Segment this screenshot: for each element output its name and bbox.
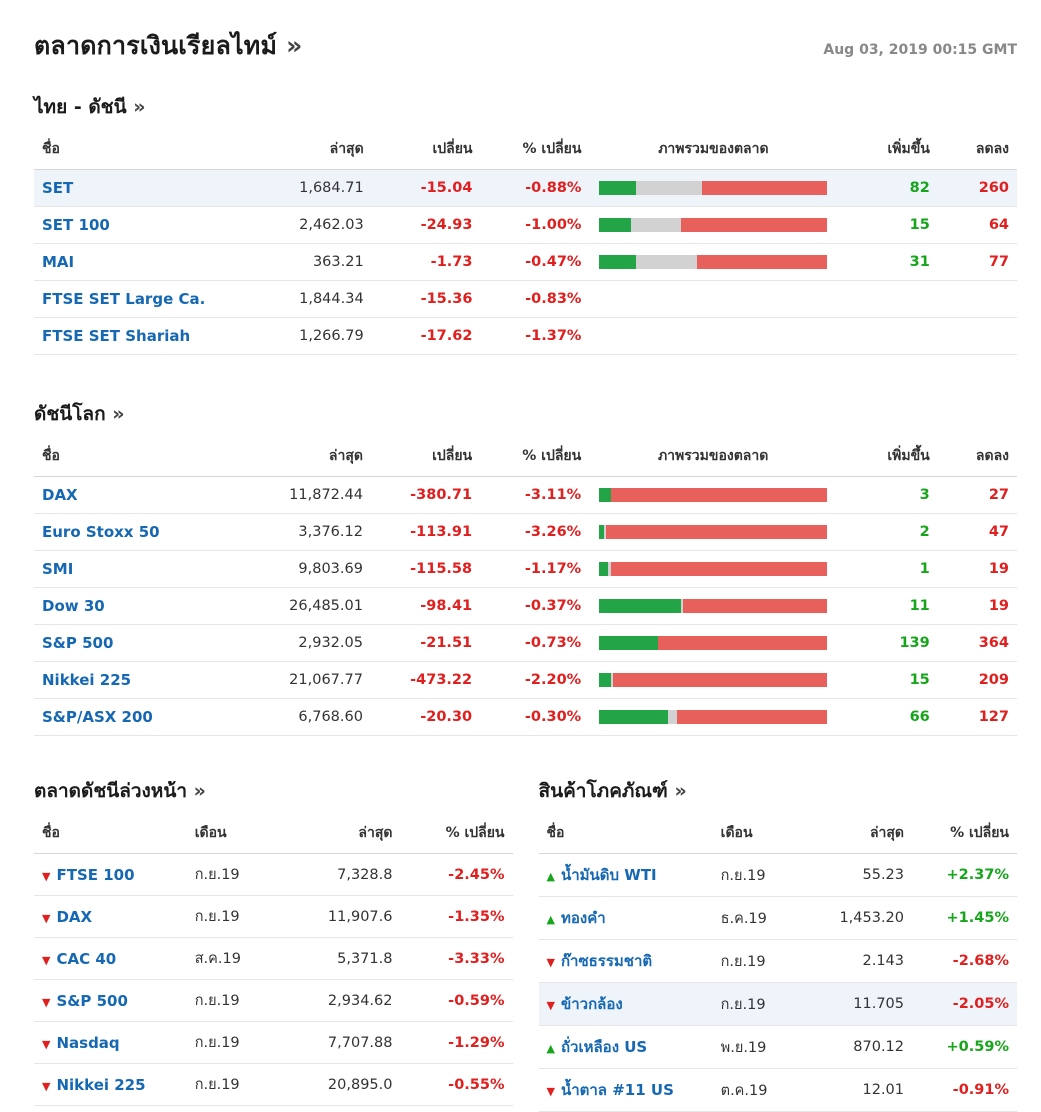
arrow-down-icon: ▼ xyxy=(42,995,51,1009)
bar-segment-advancing xyxy=(599,673,610,687)
arrow-down-icon: ▼ xyxy=(42,869,51,883)
market-overview-bar xyxy=(599,599,827,613)
future-link[interactable]: FTSE 100 xyxy=(56,865,135,884)
col-last: ล่าสุด xyxy=(807,816,912,854)
cell-pct: +1.45% xyxy=(912,897,1017,940)
cell-name xyxy=(34,938,187,980)
cell-advancing xyxy=(829,281,938,318)
bar-segment-declining xyxy=(658,636,827,650)
cell-pct: -2.05% xyxy=(912,983,1017,1026)
table-row xyxy=(539,897,1018,940)
col-name: ชื่อ xyxy=(34,816,187,854)
cell-market-overview xyxy=(589,514,829,551)
col-overview: ภาพรวมของตลาด xyxy=(589,439,829,477)
table-header-row xyxy=(34,439,1017,477)
futures-title xyxy=(34,776,513,806)
market-overview-bar xyxy=(599,488,827,502)
cell-name xyxy=(539,854,713,897)
cell-month: ก.ย.19 xyxy=(187,854,289,896)
cell-last: 7,707.88 xyxy=(289,1022,401,1064)
arrow-down-icon: ▼ xyxy=(42,1079,51,1093)
cell-name xyxy=(34,514,242,551)
cell-month: พ.ย.19 xyxy=(713,1026,807,1069)
cell-name xyxy=(34,207,243,244)
futures-section xyxy=(34,776,513,1112)
cell-market-overview xyxy=(589,244,829,281)
bar-segment-declining xyxy=(697,255,827,269)
cell-change: -15.36 xyxy=(372,281,481,318)
arrow-up-icon: ▲ xyxy=(546,1042,555,1055)
index-link[interactable]: Dow 30 xyxy=(42,597,105,615)
cell-advancing: 139 xyxy=(829,625,938,662)
cell-month: ก.ย.19 xyxy=(713,983,807,1026)
cell-change: -21.51 xyxy=(371,625,480,662)
cell-market-overview xyxy=(589,625,829,662)
cell-market-overview xyxy=(589,170,829,207)
cell-last: 21,067.77 xyxy=(242,662,371,699)
cell-name xyxy=(539,897,713,940)
cell-name xyxy=(34,551,242,588)
cell-pct: -1.29% xyxy=(400,1022,512,1064)
cell-last: 11,907.6 xyxy=(289,896,401,938)
market-overview-bar xyxy=(599,636,827,650)
world-indices-title xyxy=(34,399,1017,429)
col-change: เปลี่ยน xyxy=(372,132,481,170)
arrow-down-icon: ▼ xyxy=(546,999,555,1012)
cell-advancing: 3 xyxy=(829,477,938,514)
table-row xyxy=(34,1064,513,1106)
cell-last: 2,932.05 xyxy=(242,625,371,662)
table-row xyxy=(34,625,1017,662)
col-name: ชื่อ xyxy=(539,816,713,854)
index-link[interactable]: Euro Stoxx 50 xyxy=(42,523,160,541)
table-row xyxy=(34,854,513,896)
future-link[interactable]: S&P 500 xyxy=(56,991,128,1010)
cell-pct: +2.37% xyxy=(912,854,1017,897)
cell-pct: -3.26% xyxy=(480,514,589,551)
cell-pct: -0.59% xyxy=(400,980,512,1022)
cell-pct: -0.55% xyxy=(400,1064,512,1106)
index-link[interactable]: FTSE SET Shariah xyxy=(42,327,191,345)
cell-declining: 77 xyxy=(938,244,1017,281)
table-row xyxy=(539,854,1018,897)
futures-title-text: ตลาดดัชนีล่วงหน้า xyxy=(34,780,187,802)
cell-declining xyxy=(938,318,1017,355)
cell-last: 2.143 xyxy=(807,940,912,983)
cell-month: ก.ย.19 xyxy=(187,1022,289,1064)
cell-pct: -2.45% xyxy=(400,854,512,896)
commodity-link[interactable]: น้ำมันดิบ WTI xyxy=(560,866,657,884)
cell-pct: -2.68% xyxy=(912,940,1017,983)
cell-advancing: 15 xyxy=(829,207,938,244)
cell-advancing: 11 xyxy=(829,588,938,625)
cell-last: 3,376.12 xyxy=(242,514,371,551)
bar-segment-declining xyxy=(702,181,827,195)
col-name: ชื่อ xyxy=(34,132,243,170)
future-link[interactable]: CAC 40 xyxy=(56,949,117,968)
cell-pct: -2.20% xyxy=(480,662,589,699)
cell-advancing: 1 xyxy=(829,551,938,588)
col-month: เดือน xyxy=(713,816,807,854)
col-pct: % เปลี่ยน xyxy=(912,816,1017,854)
market-overview-bar xyxy=(599,710,827,724)
table-row xyxy=(34,318,1017,355)
cell-declining: 47 xyxy=(938,514,1017,551)
page-header xyxy=(34,26,1017,66)
table-header-row xyxy=(539,816,1018,854)
bar-segment-unchanged xyxy=(636,255,698,269)
cell-last: 26,485.01 xyxy=(242,588,371,625)
arrow-down-icon: ▼ xyxy=(42,911,51,925)
world-indices-table xyxy=(34,439,1017,736)
cell-pct: -0.47% xyxy=(480,244,589,281)
col-pct: % เปลี่ยน xyxy=(400,816,512,854)
cell-last: 2,934.62 xyxy=(289,980,401,1022)
cell-name xyxy=(34,625,242,662)
commodity-link[interactable]: ถั่วเหลือง US xyxy=(560,1038,648,1056)
cell-last: 870.12 xyxy=(807,1026,912,1069)
table-header-row xyxy=(34,816,513,854)
bar-segment-declining xyxy=(606,525,827,539)
index-link[interactable]: DAX xyxy=(42,486,78,504)
cell-market-overview xyxy=(589,318,829,355)
cell-name xyxy=(34,1022,187,1064)
cell-last: 12.01 xyxy=(807,1069,912,1112)
cell-pct: +0.59% xyxy=(912,1026,1017,1069)
bar-segment-advancing xyxy=(599,636,658,650)
commodity-link[interactable]: น้ำตาล #11 US xyxy=(560,1081,674,1099)
cell-name xyxy=(34,699,242,736)
bar-segment-declining xyxy=(677,710,827,724)
cell-market-overview xyxy=(589,281,829,318)
cell-name xyxy=(34,1064,187,1106)
cell-last: 363.21 xyxy=(243,244,372,281)
cell-advancing: 66 xyxy=(829,699,938,736)
index-link[interactable]: S&P 500 xyxy=(42,634,114,652)
col-overview: ภาพรวมของตลาด xyxy=(589,132,829,170)
cell-last: 11.705 xyxy=(807,983,912,1026)
col-last: ล่าสุด xyxy=(289,816,401,854)
cell-last: 6,768.60 xyxy=(242,699,371,736)
cell-last: 1,453.20 xyxy=(807,897,912,940)
cell-pct: -1.17% xyxy=(480,551,589,588)
table-row xyxy=(539,983,1018,1026)
arrow-down-icon: ▼ xyxy=(42,1037,51,1051)
cell-change: -113.91 xyxy=(371,514,480,551)
col-declining: ลดลง xyxy=(938,439,1017,477)
bar-segment-declining xyxy=(683,599,827,613)
cell-market-overview xyxy=(589,588,829,625)
cell-month: ธ.ค.19 xyxy=(713,897,807,940)
cell-name xyxy=(539,940,713,983)
cell-change: -1.73 xyxy=(372,244,481,281)
bar-segment-unchanged xyxy=(668,710,677,724)
cell-last: 1,266.79 xyxy=(243,318,372,355)
table-row xyxy=(34,207,1017,244)
index-link[interactable]: SET 100 xyxy=(42,216,110,234)
cell-market-overview xyxy=(589,662,829,699)
col-declining: ลดลง xyxy=(938,132,1017,170)
cell-declining xyxy=(938,281,1017,318)
cell-name xyxy=(539,1069,713,1112)
index-link[interactable]: SMI xyxy=(42,560,74,578)
cell-last: 55.23 xyxy=(807,854,912,897)
cell-advancing: 2 xyxy=(829,514,938,551)
table-row xyxy=(34,1022,513,1064)
cell-declining: 19 xyxy=(938,551,1017,588)
commodity-link[interactable]: ก๊าซธรรมชาติ xyxy=(560,952,653,970)
bar-segment-advancing xyxy=(599,218,631,232)
thai-indices-chevron[interactable]: » xyxy=(133,96,146,118)
cell-last: 11,872.44 xyxy=(242,477,371,514)
cell-declining: 127 xyxy=(938,699,1017,736)
cell-name xyxy=(34,896,187,938)
world-indices-title-text: ดัชนีโลก xyxy=(34,403,106,425)
cell-name xyxy=(34,588,242,625)
bar-segment-unchanged xyxy=(636,181,702,195)
cell-month: ก.ย.19 xyxy=(187,896,289,938)
cell-pct: -3.11% xyxy=(480,477,589,514)
cell-market-overview xyxy=(589,207,829,244)
table-row xyxy=(34,938,513,980)
cell-pct: -3.33% xyxy=(400,938,512,980)
bar-segment-declining xyxy=(611,488,828,502)
cell-name xyxy=(34,662,242,699)
futures-chevron[interactable]: » xyxy=(193,780,206,802)
cell-pct: -0.91% xyxy=(912,1069,1017,1112)
cell-name xyxy=(34,318,243,355)
cell-month: ก.ย.19 xyxy=(187,1064,289,1106)
cell-declining: 209 xyxy=(938,662,1017,699)
cell-last: 20,895.0 xyxy=(289,1064,401,1106)
commodity-link[interactable]: ข้าวกล้อง xyxy=(560,995,623,1013)
page-title xyxy=(34,26,302,66)
cell-pct: -0.37% xyxy=(480,588,589,625)
col-last: ล่าสุด xyxy=(243,132,372,170)
cell-change: -115.58 xyxy=(371,551,480,588)
col-last: ล่าสุด xyxy=(242,439,371,477)
cell-change: -98.41 xyxy=(371,588,480,625)
table-row xyxy=(34,980,513,1022)
cell-pct: -1.37% xyxy=(480,318,589,355)
cell-month: ต.ค.19 xyxy=(713,1069,807,1112)
col-advancing: เพิ่มขึ้น xyxy=(829,132,938,170)
table-row xyxy=(539,940,1018,983)
bar-segment-advancing xyxy=(599,255,635,269)
cell-change: -20.30 xyxy=(371,699,480,736)
page-title-chevron: » xyxy=(286,31,303,60)
cell-name xyxy=(539,983,713,1026)
table-row xyxy=(34,170,1017,207)
cell-pct: -0.30% xyxy=(480,699,589,736)
market-overview-bar xyxy=(599,525,827,539)
cell-declining: 364 xyxy=(938,625,1017,662)
cell-name xyxy=(34,244,243,281)
cell-change: -17.62 xyxy=(372,318,481,355)
bar-segment-advancing xyxy=(599,488,610,502)
world-indices-chevron[interactable]: » xyxy=(112,403,125,425)
arrow-down-icon: ▼ xyxy=(42,953,51,967)
arrow-up-icon: ▲ xyxy=(546,913,555,926)
cell-name xyxy=(539,1026,713,1069)
table-row xyxy=(539,1026,1018,1069)
bar-segment-advancing xyxy=(599,599,681,613)
cell-advancing xyxy=(829,318,938,355)
cell-pct: -0.73% xyxy=(480,625,589,662)
arrow-up-icon: ▲ xyxy=(546,870,555,883)
bottom-sections xyxy=(34,776,1017,1112)
market-overview-bar xyxy=(599,562,827,576)
cell-declining: 260 xyxy=(938,170,1017,207)
cell-pct: -1.00% xyxy=(480,207,589,244)
cell-name xyxy=(34,854,187,896)
cell-declining: 64 xyxy=(938,207,1017,244)
market-overview-bar xyxy=(599,218,827,232)
cell-change: -473.22 xyxy=(371,662,480,699)
table-row xyxy=(34,662,1017,699)
table-row xyxy=(34,477,1017,514)
cell-advancing: 15 xyxy=(829,662,938,699)
cell-change: -24.93 xyxy=(372,207,481,244)
table-row xyxy=(34,896,513,938)
index-link[interactable]: FTSE SET Large Ca. xyxy=(42,290,206,308)
col-change: เปลี่ยน xyxy=(371,439,480,477)
index-link[interactable]: SET xyxy=(42,179,74,197)
cell-market-overview xyxy=(589,699,829,736)
table-row xyxy=(34,281,1017,318)
commodities-table xyxy=(539,816,1018,1112)
table-row xyxy=(34,514,1017,551)
future-link[interactable]: DAX xyxy=(56,907,93,926)
thai-indices-title xyxy=(34,92,1017,122)
col-month: เดือน xyxy=(187,816,289,854)
bar-segment-unchanged xyxy=(631,218,681,232)
cell-advancing: 82 xyxy=(829,170,938,207)
cell-pct: -0.88% xyxy=(480,170,589,207)
table-row xyxy=(34,699,1017,736)
bar-segment-declining xyxy=(681,218,827,232)
thai-indices-title-text: ไทย - ดัชนี xyxy=(34,96,127,118)
col-pct: % เปลี่ยน xyxy=(480,439,589,477)
cell-name xyxy=(34,170,243,207)
index-link[interactable]: Nikkei 225 xyxy=(42,671,132,689)
market-overview-bar xyxy=(599,673,827,687)
bar-segment-advancing xyxy=(599,562,608,576)
cell-name xyxy=(34,980,187,1022)
cell-last: 1,684.71 xyxy=(243,170,372,207)
cell-last: 5,371.8 xyxy=(289,938,401,980)
table-header-row xyxy=(34,132,1017,170)
cell-month: ก.ย.19 xyxy=(713,854,807,897)
cell-name xyxy=(34,477,242,514)
cell-market-overview xyxy=(589,551,829,588)
bar-segment-declining xyxy=(611,562,828,576)
arrow-down-icon: ▼ xyxy=(546,1085,555,1098)
cell-pct: -1.35% xyxy=(400,896,512,938)
market-overview-bar xyxy=(599,255,827,269)
page-title-text: ตลาดการเงินเรียลไทม์ xyxy=(34,31,278,60)
table-row xyxy=(539,1069,1018,1112)
market-overview-bar xyxy=(599,181,827,195)
cell-name xyxy=(34,281,243,318)
cell-change: -15.04 xyxy=(372,170,481,207)
commodities-chevron[interactable]: » xyxy=(674,780,687,802)
index-link[interactable]: S&P/ASX 200 xyxy=(42,708,153,726)
arrow-down-icon: ▼ xyxy=(546,956,555,969)
commodities-title-text: สินค้าโภคภัณฑ์ xyxy=(538,780,668,802)
commodity-link[interactable]: ทองคำ xyxy=(560,909,606,927)
futures-table xyxy=(34,816,513,1106)
cell-month: ส.ค.19 xyxy=(187,938,289,980)
bar-segment-advancing xyxy=(599,710,667,724)
cell-month: ก.ย.19 xyxy=(187,980,289,1022)
cell-last: 2,462.03 xyxy=(243,207,372,244)
cell-declining: 27 xyxy=(938,477,1017,514)
bar-segment-advancing xyxy=(599,181,635,195)
cell-pct: -0.83% xyxy=(480,281,589,318)
future-link[interactable]: Nasdaq xyxy=(56,1033,120,1052)
index-link[interactable]: MAI xyxy=(42,253,75,271)
cell-month: ก.ย.19 xyxy=(713,940,807,983)
table-row xyxy=(34,551,1017,588)
cell-change: -380.71 xyxy=(371,477,480,514)
cell-declining: 19 xyxy=(938,588,1017,625)
col-pct: % เปลี่ยน xyxy=(480,132,589,170)
thai-indices-table xyxy=(34,132,1017,355)
bar-segment-declining xyxy=(613,673,827,687)
cell-last: 7,328.8 xyxy=(289,854,401,896)
commodities-section xyxy=(539,776,1018,1112)
cell-advancing: 31 xyxy=(829,244,938,281)
col-name: ชื่อ xyxy=(34,439,242,477)
cell-market-overview xyxy=(589,477,829,514)
commodities-title xyxy=(539,776,1018,806)
timestamp: Aug 03, 2019 00:15 GMT xyxy=(823,42,1017,58)
cell-last: 1,844.34 xyxy=(243,281,372,318)
table-row xyxy=(34,244,1017,281)
future-link[interactable]: Nikkei 225 xyxy=(56,1075,146,1094)
table-row xyxy=(34,588,1017,625)
cell-last: 9,803.69 xyxy=(242,551,371,588)
col-advancing: เพิ่มขึ้น xyxy=(829,439,938,477)
